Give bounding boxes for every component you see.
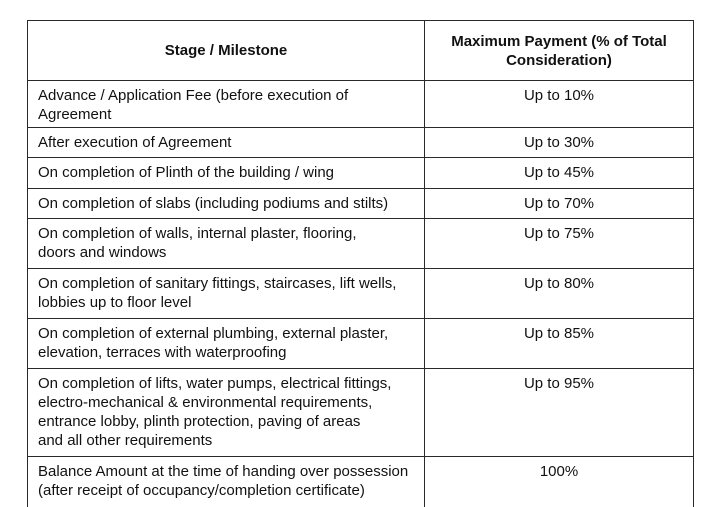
table-row: [28, 319, 694, 369]
payment-cell: 100%: [425, 457, 694, 507]
payment-cell: Up to 75%: [425, 219, 694, 269]
table-row: [28, 158, 694, 189]
stage-cell: After execution of Agreement: [28, 128, 425, 158]
payment-cell: Up to 85%: [425, 319, 694, 369]
stage-cell: On completion of Plinth of the building / wing: [28, 158, 425, 189]
payment-cell: Up to 45%: [425, 158, 694, 189]
table-row: [28, 189, 694, 219]
payment-cell: Up to 30%: [425, 128, 694, 158]
stage-cell: On completion of sanitary fittings, staircases, lift wells, lobbies up to floor level: [28, 269, 425, 319]
table-row: [28, 457, 694, 507]
header-maximum-payment: Maximum Payment (% of Total Consideration): [425, 21, 694, 81]
stage-cell: On completion of lifts, water pumps, electrical fittings, electro-mechanical & environmental requirements, entrance lobby, plinth protection, paving of areas and all other requirements: [28, 369, 425, 457]
table-row: [28, 128, 694, 158]
table-row: [28, 81, 694, 128]
table-header-row: [28, 21, 694, 81]
header-stage-milestone: Stage / Milestone: [28, 21, 425, 81]
payment-schedule-table: [27, 20, 694, 507]
payment-cell: Up to 70%: [425, 189, 694, 219]
stage-cell: On completion of walls, internal plaster, flooring, doors and windows: [28, 219, 425, 269]
payment-cell: Up to 95%: [425, 369, 694, 457]
table-row: [28, 369, 694, 457]
payment-cell: Up to 80%: [425, 269, 694, 319]
stage-cell: On completion of external plumbing, external plaster, elevation, terraces with waterproofing: [28, 319, 425, 369]
table-row: [28, 269, 694, 319]
stage-cell: Advance / Application Fee (before execution of Agreement: [28, 81, 425, 128]
stage-cell: On completion of slabs (including podiums and stilts): [28, 189, 425, 219]
payment-cell: Up to 10%: [425, 81, 694, 128]
table-row: [28, 219, 694, 269]
stage-cell: Balance Amount at the time of handing over possession (after receipt of occupancy/completion certificate): [28, 457, 425, 507]
